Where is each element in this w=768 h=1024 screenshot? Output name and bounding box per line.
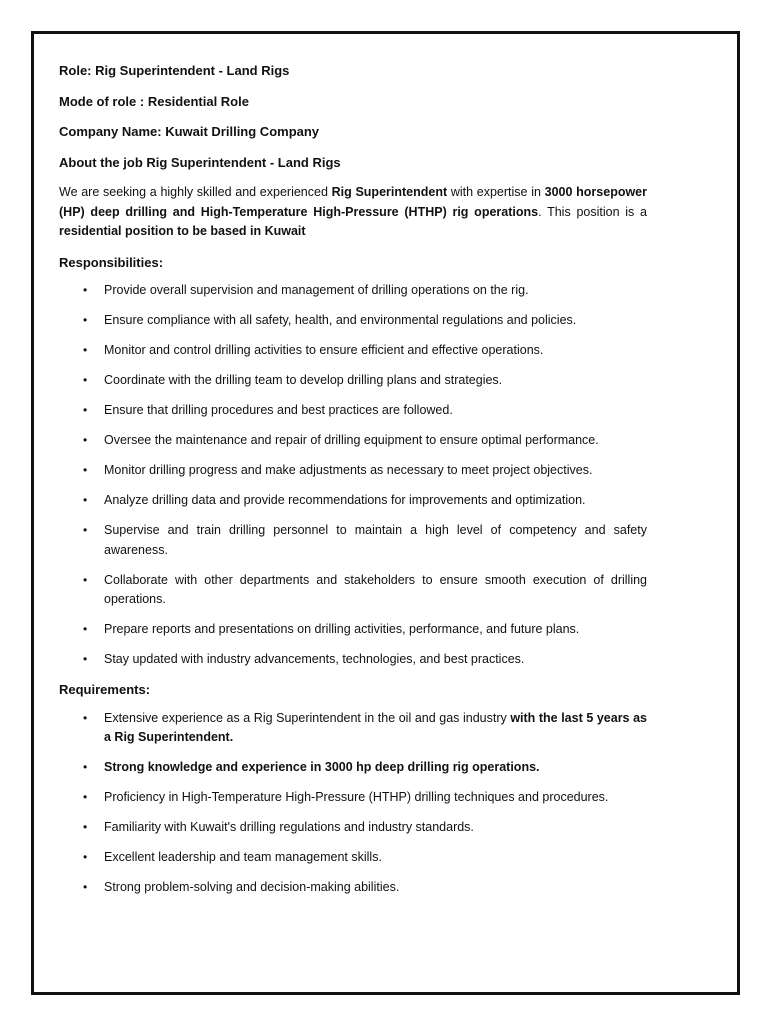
bullet-icon: • [83, 850, 88, 864]
list-item-text: Stay updated with industry advancements, technologies, and best practices. [104, 652, 525, 666]
bullet-icon: • [83, 433, 88, 447]
bullet-icon: • [83, 463, 88, 477]
intro-text-1: We are seeking a highly skilled and experienced [59, 185, 332, 199]
intro-bold-1: Rig Superintendent [331, 185, 448, 199]
list-item [59, 571, 647, 610]
requirements-title: Requirements: [59, 682, 151, 697]
list-item [59, 818, 647, 838]
list-item [59, 878, 647, 898]
list-item [59, 620, 647, 640]
list-item [59, 491, 647, 511]
list-item-text: Familiarity with Kuwait's drilling regulations and industry standards. [104, 820, 474, 834]
list-item-text: Provide overall supervision and management of drilling operations on the rig. [104, 283, 529, 297]
list-item-text: Proficiency in High-Temperature High-Pressure (HTHP) drilling techniques and procedures. [104, 790, 609, 804]
responsibilities-list [59, 281, 647, 670]
bullet-icon: • [83, 790, 88, 804]
responsibilities-title: Responsibilities: [59, 254, 164, 270]
company-heading: Company Name: Kuwait Drilling Company [59, 124, 320, 139]
intro-bold-2: 3000 horsepower (HP) deep drilling and High-Temperature High-Pressure (HTHP) rig operations [59, 185, 648, 219]
list-item [59, 758, 647, 778]
list-item [59, 311, 647, 331]
list-item [59, 281, 647, 301]
bullet-icon: • [83, 373, 88, 387]
bullet-icon: • [83, 652, 88, 666]
bullet-icon: • [83, 622, 88, 636]
list-item-text: Ensure compliance with all safety, health, and environmental regulations and policies. [104, 313, 577, 327]
list-item [59, 848, 647, 868]
list-item-text: Collaborate with other departments and stakeholders to ensure smooth execution of drilling operations. [104, 572, 647, 606]
list-item-text: Monitor and control drilling activities to ensure efficient and effective operations. [104, 343, 544, 357]
list-item [59, 788, 647, 808]
mode-heading: Mode of role : Residential Role [59, 93, 249, 109]
bullet-icon: • [83, 572, 88, 587]
list-item-text: Supervise and train drilling personnel to maintain a high level of competency and safety awareness. [104, 523, 647, 557]
bullet-icon: • [83, 820, 88, 834]
list-item [59, 709, 647, 748]
list-item-bold-text: with the last 5 years as a Rig Superintendent. [104, 710, 647, 744]
about-heading: About the job Rig Superintendent - Land Rigs [59, 154, 341, 170]
intro-paragraph [59, 183, 647, 242]
list-item [59, 371, 647, 391]
list-item-text: Excellent leadership and team management skills. [104, 850, 382, 864]
document-body [59, 61, 647, 908]
list-item [59, 341, 647, 361]
intro-text-2: with expertise in [447, 185, 545, 199]
list-item-text: Oversee the maintenance and repair of drilling equipment to ensure optimal performance. [104, 433, 599, 447]
list-item-text: Analyze drilling data and provide recommendations for improvements and optimization. [104, 493, 586, 507]
intro-bold-3: residential position to be based in Kuwait [59, 224, 306, 238]
requirements-list [59, 709, 647, 898]
list-item-text: Ensure that drilling procedures and best practices are followed. [104, 403, 453, 417]
list-item-text: Coordinate with the drilling team to develop drilling plans and strategies. [104, 373, 503, 387]
list-item [59, 461, 647, 481]
intro-text-3: . This position is a [538, 204, 647, 219]
list-item [59, 431, 647, 451]
list-item [59, 401, 647, 421]
list-item-text: Prepare reports and presentations on drilling activities, performance, and future plans. [104, 622, 580, 636]
bullet-icon: • [83, 403, 88, 417]
bullet-icon: • [83, 313, 88, 327]
list-item-text: Extensive experience as a Rig Superintendent in the oil and gas industry [104, 710, 511, 725]
list-item-text: Monitor drilling progress and make adjustments as necessary to meet project objectives. [104, 463, 593, 477]
list-item [59, 521, 647, 560]
role-heading: Role: Rig Superintendent - Land Rigs [59, 63, 290, 78]
list-item-bold-text: Strong knowledge and experience in 3000 hp deep drilling rig operations. [104, 760, 540, 774]
bullet-icon: • [83, 710, 88, 725]
bullet-icon: • [83, 880, 88, 894]
bullet-icon: • [83, 283, 88, 297]
list-item-text: Strong problem-solving and decision-making abilities. [104, 880, 400, 894]
bullet-icon: • [83, 760, 88, 774]
bullet-icon: • [83, 523, 88, 537]
list-item [59, 650, 647, 670]
bullet-icon: • [83, 493, 88, 507]
bullet-icon: • [83, 343, 88, 357]
